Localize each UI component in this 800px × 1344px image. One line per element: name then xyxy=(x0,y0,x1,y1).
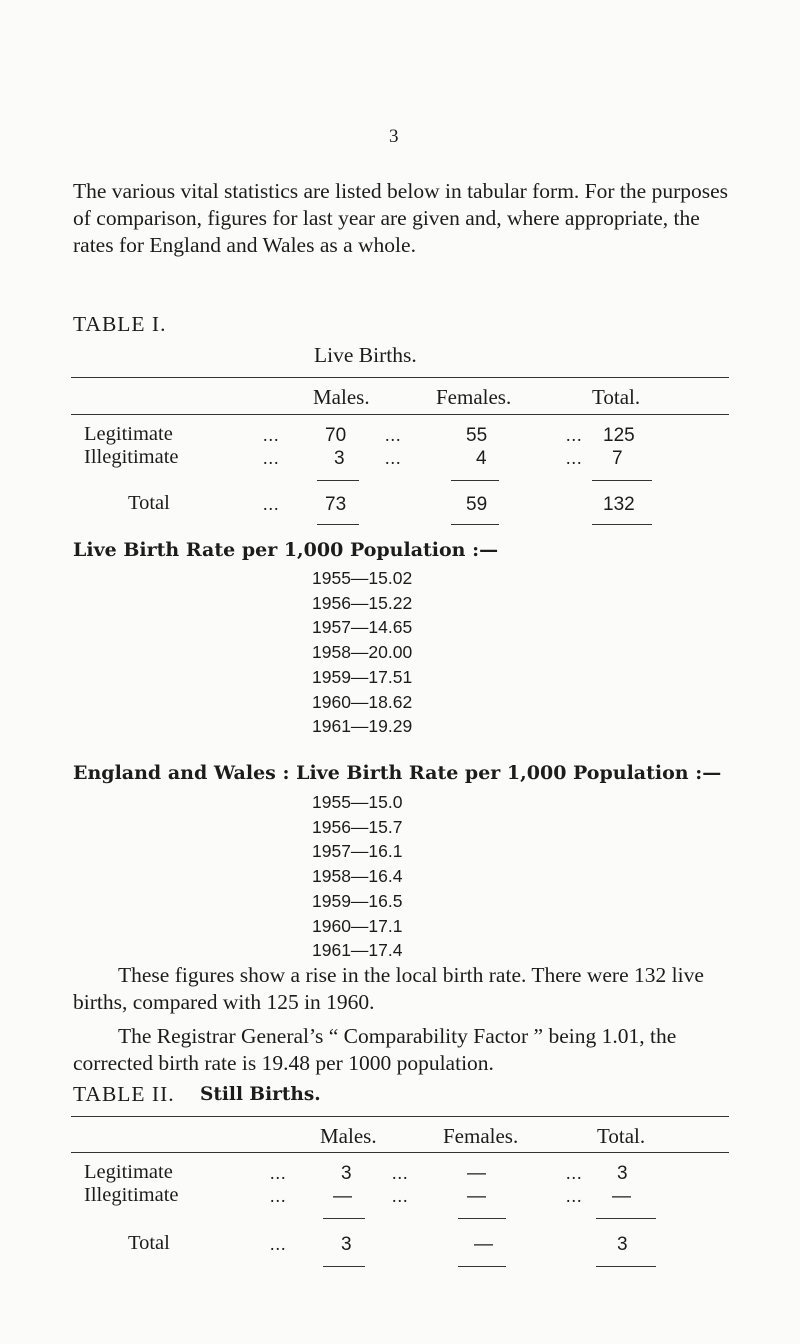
table1-row-illegitimate-leader-1: ... xyxy=(263,448,280,468)
table2-total-males: 3 xyxy=(341,1234,352,1255)
table2-row-illegitimate-males: — xyxy=(333,1186,352,1207)
local-rate-entry: 1956—15.22 xyxy=(312,592,413,613)
table2-bottom-rule-total xyxy=(596,1266,656,1267)
table2-row-legitimate-females: — xyxy=(467,1163,486,1184)
table2-row-illegitimate-leader-1: ... xyxy=(270,1186,287,1206)
local-rate-entry: 1955—15.02 xyxy=(312,568,413,588)
table1-row-illegitimate-leader-3: ... xyxy=(566,448,583,468)
table1-title: Live Births. xyxy=(314,343,417,367)
table1-header-rule xyxy=(71,414,729,415)
national-rate-entry: 1956—15.7 xyxy=(312,816,403,837)
findings-paragraph: These figures show a rise in the local birth rate. There were 132 live births, compared with 125 in 1960. xyxy=(73,963,704,1014)
table2-row-illegitimate-label: Illegitimate xyxy=(84,1184,179,1206)
table2-header-rule xyxy=(71,1152,729,1153)
table2-row-legitimate-leader-3: ... xyxy=(566,1163,583,1183)
table2-row-legitimate-label: Legitimate xyxy=(84,1161,173,1183)
table1-row-legitimate-total: 125 xyxy=(603,425,635,446)
table2-sum-rule-females xyxy=(458,1218,506,1219)
national-rate-entry: 1959—16.5 xyxy=(312,890,403,911)
table2-bottom-rule-males xyxy=(323,1266,365,1267)
national-rate-heading: England and Wales : Live Birth Rate per 1,000 Population :— xyxy=(73,762,722,784)
national-rate-entry: 1957—16.1 xyxy=(312,841,403,862)
table1-row-illegitimate-males: 3 xyxy=(334,448,345,469)
comparability-paragraph: The Registrar General’s “ Comparability Factor ” being 1.01, the corrected birth rate is 19.48 per 1000 population. xyxy=(73,1024,677,1075)
table2-total-label: Total xyxy=(128,1232,170,1254)
table2-row-illegitimate-leader-3: ... xyxy=(566,1186,583,1206)
table1-row-illegitimate-females: 4 xyxy=(476,448,487,469)
table1-bottom-rule-males xyxy=(317,524,359,525)
table2-row-illegitimate-total: — xyxy=(612,1186,631,1207)
local-rate-entry: 1961—19.29 xyxy=(312,716,413,737)
local-rate-entry: 1960—18.62 xyxy=(312,691,413,712)
local-rate-entry: 1959—17.51 xyxy=(312,666,413,687)
table2-top-rule xyxy=(71,1116,729,1117)
table1-col-females: Females. xyxy=(436,385,512,409)
table2-row-legitimate-leader-1: ... xyxy=(270,1163,287,1183)
national-rate-entry: 1955—15.0 xyxy=(312,792,403,812)
table1-row-illegitimate-label: Illegitimate xyxy=(84,446,179,468)
table2-sum-rule-males xyxy=(323,1218,365,1219)
table2-row-legitimate-leader-2: ... xyxy=(392,1163,409,1183)
table1-row-legitimate-males: 70 xyxy=(325,425,347,446)
table2-row-legitimate-total: 3 xyxy=(617,1163,628,1184)
table1-sum-rule-males xyxy=(317,480,359,481)
page-number: 3 xyxy=(389,126,399,147)
national-rate-entry: 1958—16.4 xyxy=(312,866,403,887)
table1-total-females: 59 xyxy=(466,494,488,515)
table1-row-legitimate-label: Legitimate xyxy=(84,423,173,445)
table1-total-leader: ... xyxy=(263,494,280,514)
table1-bottom-rule-total xyxy=(592,524,652,525)
table1-bottom-rule-females xyxy=(451,524,499,525)
table1-total-total: 132 xyxy=(603,494,635,515)
table1-col-males: Males. xyxy=(313,385,370,409)
table2-col-females: Females. xyxy=(443,1124,519,1148)
table2-row-illegitimate-females: — xyxy=(467,1186,486,1207)
local-rate-entry: 1958—20.00 xyxy=(312,642,413,663)
national-rate-list xyxy=(312,790,403,963)
national-rate-entry: 1960—17.1 xyxy=(312,915,403,936)
table2-total-total: 3 xyxy=(617,1234,628,1255)
table1-row-legitimate-leader-1: ... xyxy=(263,425,280,445)
table2-title: Still Births. xyxy=(200,1084,321,1105)
table2-col-total: Total. xyxy=(597,1124,646,1148)
table1-row-legitimate-females: 55 xyxy=(466,425,488,446)
table1-row-legitimate-leader-2: ... xyxy=(385,425,402,445)
table2-sum-rule-total xyxy=(596,1218,656,1219)
table1-row-illegitimate-total: 7 xyxy=(612,448,623,469)
table1-row-illegitimate-leader-2: ... xyxy=(385,448,402,468)
table1-label: TABLE I. xyxy=(73,312,167,336)
table1-col-total: Total. xyxy=(592,385,641,409)
local-rate-entry: 1957—14.65 xyxy=(312,617,413,638)
local-rate-list xyxy=(312,566,412,739)
table2-row-illegitimate-leader-2: ... xyxy=(392,1186,409,1206)
table2-row-legitimate-males: 3 xyxy=(341,1163,352,1184)
table1-sum-rule-total xyxy=(592,480,652,481)
table2-bottom-rule-females xyxy=(458,1266,506,1267)
table1-top-rule xyxy=(71,377,729,378)
table1-sum-rule-females xyxy=(451,480,499,481)
table1-total-males: 73 xyxy=(325,494,347,515)
national-rate-entry: 1961—17.4 xyxy=(312,940,403,961)
table1-total-label: Total xyxy=(128,492,170,514)
table2-total-females: — xyxy=(474,1234,493,1255)
intro-paragraph: The various vital statistics are listed below in tabular form. For the purposes of comparison, figures for last year are given and, where appropriate, the rates for England and Wales as a whole. xyxy=(73,179,729,257)
table2-col-males: Males. xyxy=(320,1124,377,1148)
table1-row-legitimate-leader-3: ... xyxy=(566,425,583,445)
table2-total-leader: ... xyxy=(270,1234,287,1254)
local-rate-heading: Live Birth Rate per 1,000 Population :— xyxy=(73,539,499,561)
table2-label: TABLE II. xyxy=(73,1082,175,1106)
